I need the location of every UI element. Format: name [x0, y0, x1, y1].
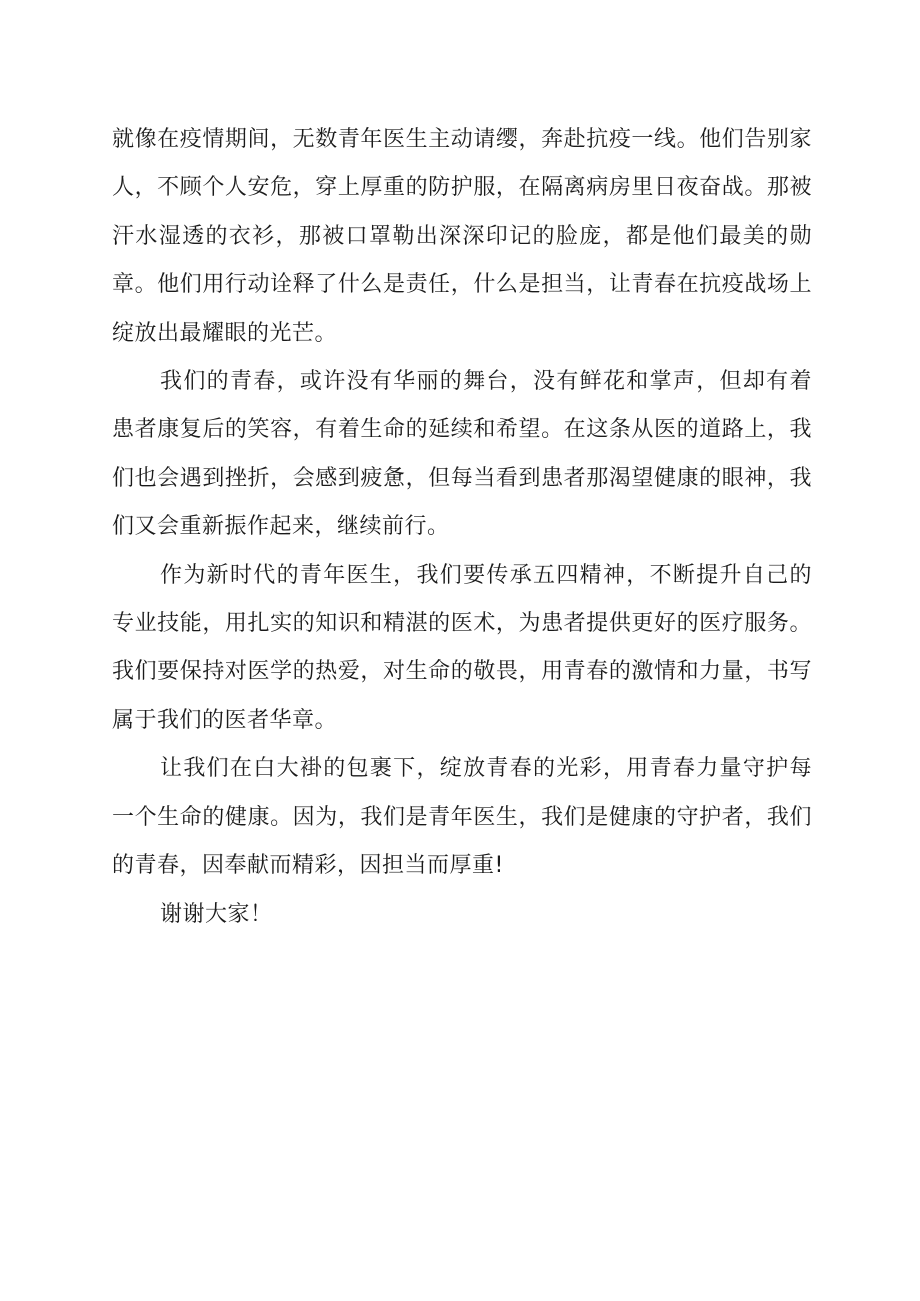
paragraph-2: 我们的青春，或许没有华丽的舞台，没有鲜花和掌声，但却有着患者康复后的笑容，有着生命的延续和希望。在这条从医的道路上，我们也会遇到挫折，会感到疲惫，但每当看到患者那渴望健康的眼神，我们又会重新振作起来，继续前行。 — [112, 369, 812, 540]
paragraph-3: 作为新时代的青年医生，我们要传承五四精神，不断提升自己的专业技能，用扎实的知识和精湛的医术，为患者提供更好的医疗服务。我们要保持对医学的热爱，对生命的敬畏，用青春的激情和力量，书写属于我们的医者华章。 — [112, 562, 812, 733]
paragraph-4: 让我们在白大褂的包裹下，绽放青春的光彩，用青春力量守护每一个生命的健康。因为，我们是青年医生，我们是健康的守护者，我们的青春，因奉献而精彩，因担当而厚重! — [112, 756, 812, 879]
document-body — [112, 116, 812, 939]
closing-thanks: 谢谢大家！ — [160, 901, 273, 927]
paragraph-1: 就像在疫情期间，无数青年医生主动请缨，奔赴抗疫一线。他们告别家人，不顾个人安危，穿上厚重的防护服，在隔离病房里日夜奋战。那被汗水湿透的衣衫，那被口罩勒出深深印记的脸庞，都是他们最美的勋章。他们用行动诠释了什么是责任，什么是担当，让青春在抗疫战场上绽放出最耀眼的光芒。 — [112, 127, 812, 346]
